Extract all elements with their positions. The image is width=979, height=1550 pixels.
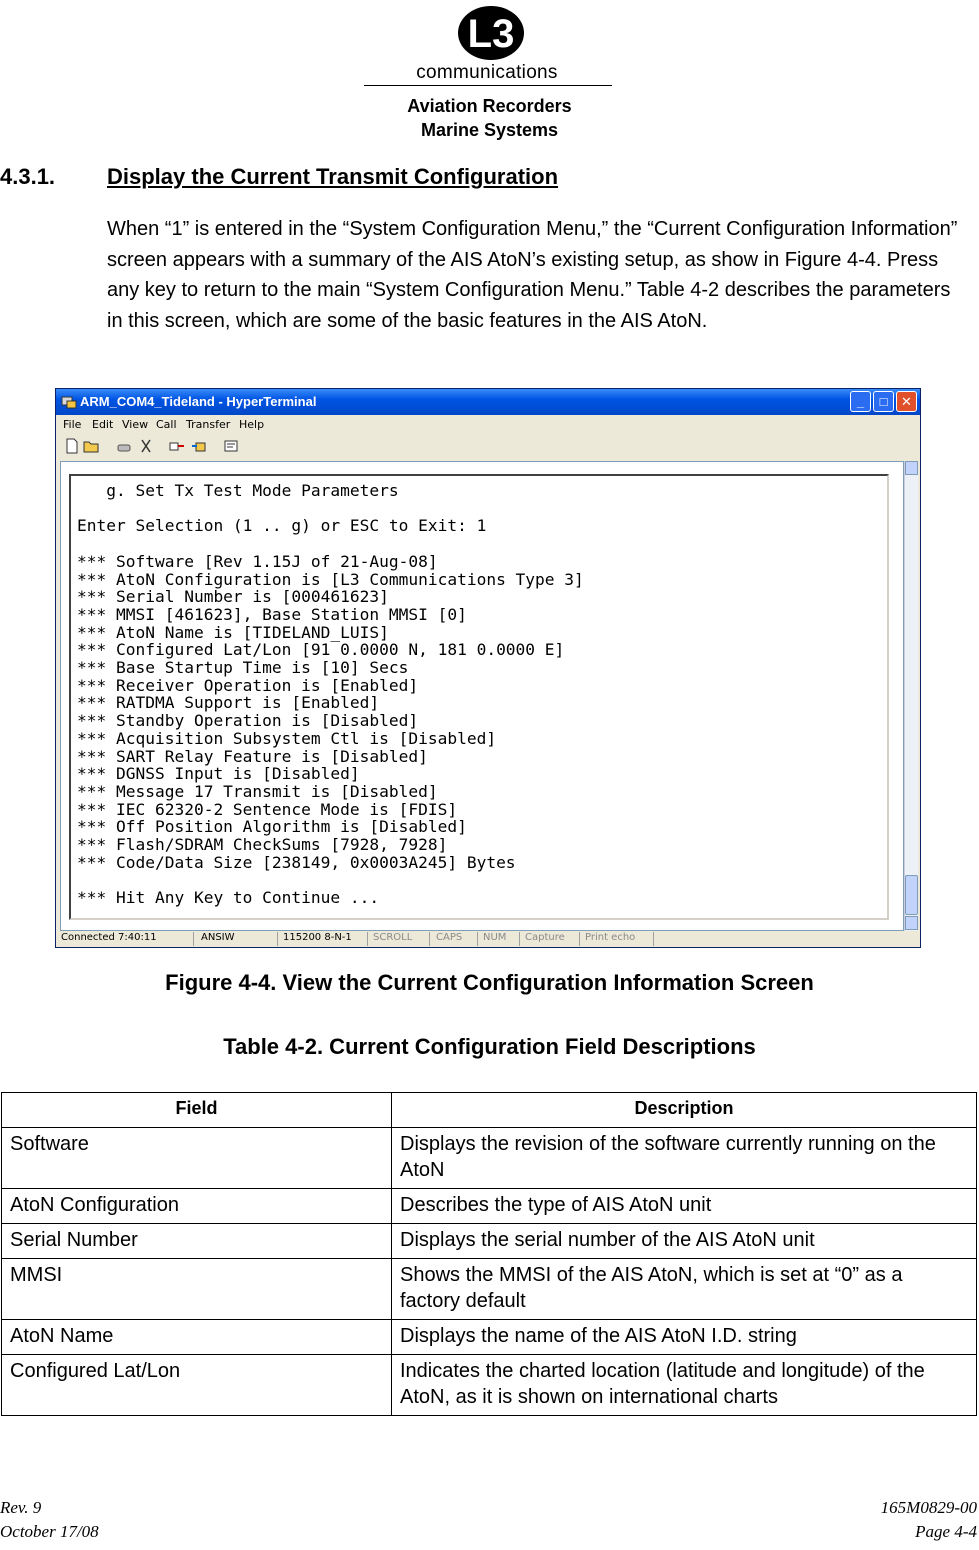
vertical-scrollbar[interactable] xyxy=(904,461,918,931)
receive-icon[interactable] xyxy=(191,438,207,454)
field-cell: AtoN Name xyxy=(2,1320,392,1355)
description-cell: Displays the name of the AIS AtoN I.D. string xyxy=(392,1320,977,1355)
section-title: Display the Current Transmit Configuration xyxy=(107,164,559,189)
table-caption: Table 4-2. Current Configuration Field Descriptions xyxy=(223,1034,756,1059)
field-cell: Software xyxy=(2,1128,392,1189)
company-header xyxy=(0,0,979,150)
field-cell: AtoN Configuration xyxy=(2,1189,392,1224)
minimize-button[interactable]: _ xyxy=(850,391,871,412)
status-connected: Connected 7:40:11 xyxy=(58,932,194,946)
header-rule xyxy=(364,85,612,86)
new-file-icon[interactable] xyxy=(64,438,80,454)
status-capture: Capture xyxy=(522,932,580,946)
send-icon[interactable] xyxy=(169,438,185,454)
disconnect-icon[interactable] xyxy=(138,438,154,454)
table-row xyxy=(2,1224,977,1259)
figure-caption: Figure 4-4. View the Current Configuration Information Screen xyxy=(165,970,814,995)
description-cell: Describes the type of AIS AtoN unit xyxy=(392,1189,977,1224)
field-cell: Configured Lat/Lon xyxy=(2,1355,392,1416)
logo-text: L3 xyxy=(467,12,515,56)
division-marine: Marine Systems xyxy=(420,120,559,140)
description-cell: Shows the MMSI of the AIS AtoN, which is set at “0” as a factory default xyxy=(392,1259,977,1320)
scroll-down-icon[interactable] xyxy=(905,916,918,930)
menu-view[interactable]: View xyxy=(122,418,149,431)
description-cell: Indicates the charted location (latitude and longitude) of the AtoN, as it is shown on international charts xyxy=(392,1355,977,1416)
status-print-echo: Print echo xyxy=(582,932,654,946)
footer-doc-number: 165M0829-00 xyxy=(880,1498,977,1517)
status-emulation: ANSIW xyxy=(198,932,278,946)
description-cell: Displays the revision of the software currently running on the AtoN xyxy=(392,1128,977,1189)
status-bar xyxy=(56,931,920,947)
field-descriptions-table xyxy=(1,1092,977,1416)
menu-edit[interactable]: Edit xyxy=(92,418,114,431)
table-row xyxy=(2,1189,977,1224)
header-description: Description xyxy=(392,1093,977,1128)
toolbar xyxy=(56,433,920,459)
field-cell: MMSI xyxy=(2,1259,392,1320)
phone-connect-icon[interactable] xyxy=(116,438,132,454)
terminal-output: g. Set Tx Test Mode Parameters Enter Selection (1 .. g) or ESC to Exit: 1 *** Software [Rev 1.15J of 21-Aug-08] *** AtoN Configuration is [L3 Communications Type 3] *** Serial Number is [000461623] *** MMSI [461623], Base Station MMSI [0] *** AtoN Name is [TIDELAND_LUIS] *** Configured Lat/Lon [91 0.0000 N, 181 0.0000 E] *** Base Startup Time is [10] Secs *** Receiver Operation is [Enabled] *** RATDMA Support is [Enabled] *** Standby Operation is [Disabled] *** Acquisition Subsystem Ctl is [Disabled] *** SART Relay Feature is [Disabled] *** DGNSS Input is [Disabled] *** Message 17 Transmit is [Disabled] *** IEC 62320-2 Sentence Mode is [FDIS] *** Off Position Algorithm is [Disabled] *** Flash/SDRAM CheckSums [7928, 7928] *** Code/Data Size [238149, 0x0003A245] Bytes *** Hit Any Key to Continue ... xyxy=(77,481,584,908)
open-folder-icon[interactable] xyxy=(83,438,99,454)
status-port: 115200 8-N-1 xyxy=(280,932,368,946)
description-cell: Displays the serial number of the AIS AtoN unit xyxy=(392,1224,977,1259)
table-row xyxy=(2,1320,977,1355)
l3-logo-icon xyxy=(456,4,526,62)
status-scroll: SCROLL xyxy=(370,932,430,946)
company-name: communications xyxy=(416,62,558,83)
menu-call[interactable]: Call xyxy=(156,418,177,431)
footer-date: October 17/08 xyxy=(0,1522,99,1541)
menu-bar xyxy=(56,415,920,433)
footer-page-number: Page 4-4 xyxy=(915,1522,977,1541)
table-row xyxy=(2,1128,977,1189)
field-cell: Serial Number xyxy=(2,1224,392,1259)
header-field: Field xyxy=(2,1093,392,1128)
table-row xyxy=(2,1355,977,1416)
section-number: 4.3.1. xyxy=(0,164,56,189)
division-aviation: Aviation Recorders xyxy=(407,96,572,116)
menu-file[interactable]: File xyxy=(63,418,82,431)
terminal-area[interactable] xyxy=(60,461,904,931)
footer-revision: Rev. 9 xyxy=(0,1498,42,1517)
scroll-up-icon[interactable] xyxy=(905,461,918,475)
menu-transfer[interactable]: Transfer xyxy=(186,418,231,431)
body-paragraph: When “1” is entered in the “System Configuration Menu,” the “Current Configuration Information” screen appears with a summary of the AIS AtoN’s existing setup, as show in Figure 4-4. Press any key to return to the main “System Configuration Menu.” Table 4-2 describes the parameters in this screen, which are some of the basic features in the AIS AtoN. xyxy=(107,218,958,332)
table-header-row xyxy=(2,1093,977,1128)
window-title: ARM_COM4_Tideland - HyperTerminal xyxy=(80,394,317,409)
maximize-button[interactable]: □ xyxy=(873,391,894,412)
properties-icon[interactable] xyxy=(223,438,239,454)
menu-help[interactable]: Help xyxy=(239,418,265,431)
status-caps: CAPS xyxy=(433,932,478,946)
status-num: NUM xyxy=(480,932,520,946)
close-button[interactable]: ✕ xyxy=(896,391,917,412)
window-titlebar[interactable] xyxy=(56,389,920,415)
hyperterminal-app-icon xyxy=(61,394,77,410)
table-row xyxy=(2,1259,977,1320)
scroll-thumb[interactable] xyxy=(905,875,918,915)
hyperterminal-window xyxy=(55,388,921,948)
